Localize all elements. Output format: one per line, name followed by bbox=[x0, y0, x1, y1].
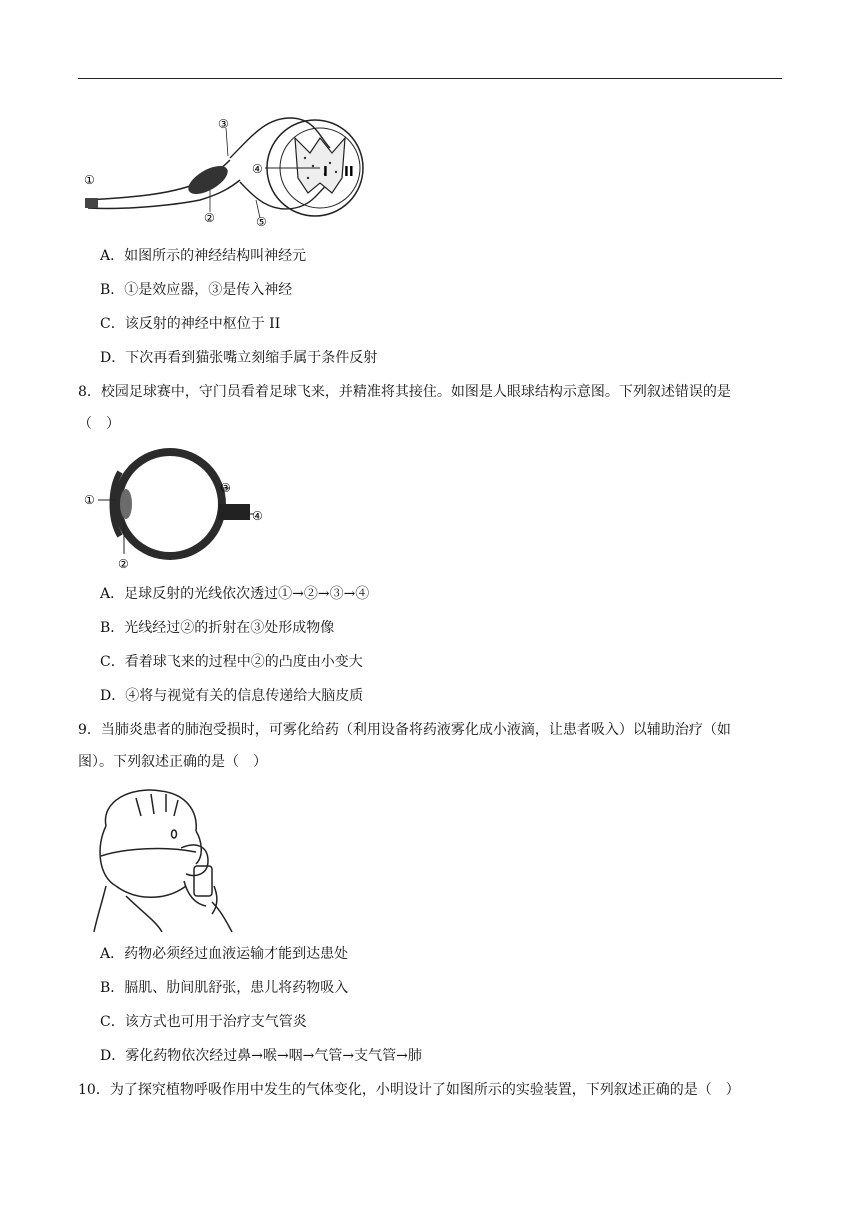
fig7-label-3: ③ bbox=[218, 117, 229, 131]
q9-option-a: A．药物必须经过血液运输才能到达患处 bbox=[100, 946, 349, 962]
fig7-label-2: ② bbox=[204, 211, 215, 225]
q10-stem-line1: 10．为了探究植物呼吸作用中发生的气体变化，小明设计了如图所示的实验装置，下列叙述正确的是（ ） bbox=[78, 1082, 740, 1098]
q7-option-d: D．下次再看到猫张嘴立刻缩手属于条件反射 bbox=[100, 350, 378, 366]
fig8-label-1: ① bbox=[84, 493, 95, 507]
header-rule bbox=[78, 78, 782, 79]
q8-stem-line1: 8．校园足球赛中，守门员看着足球飞来，并精准将其接住。如图是人眼球结构示意图。下列叙述错误的是 bbox=[78, 384, 731, 400]
nebulizer-child-figure bbox=[86, 786, 236, 934]
q8-option-d: D．④将与视觉有关的信息传递给大脑皮质 bbox=[100, 688, 364, 704]
q9-option-c: C．该方式也可用于治疗支气管炎 bbox=[100, 1014, 307, 1030]
fig8-label-4: ④ bbox=[252, 509, 263, 523]
fig7-label-II: II bbox=[344, 165, 354, 180]
eyeball-figure bbox=[80, 444, 280, 574]
fig7-label-4: ④ bbox=[252, 162, 263, 176]
q8-stem-line2: （ ） bbox=[78, 416, 120, 432]
q9-stem-line2: 图）。下列叙述正确的是（ ） bbox=[78, 754, 267, 770]
q9-stem-line1: 9．当肺炎患者的肺泡受损时，可雾化给药（利用设备将药液雾化成小液滴，让患者吸入）以辅助治疗（如 bbox=[78, 722, 731, 738]
q7-option-a: A．如图所示的神经结构叫神经元 bbox=[100, 248, 307, 264]
reflex-arc-figure bbox=[80, 108, 370, 228]
q8-option-b: B．光线经过②的折射在③处形成物像 bbox=[100, 620, 335, 636]
fig7-label-I: I bbox=[323, 165, 328, 180]
q7-option-b: B．①是效应器，③是传入神经 bbox=[100, 282, 293, 298]
fig8-label-2: ② bbox=[118, 557, 129, 571]
q9-option-b: B．膈肌、肋间肌舒张，患儿将药物吸入 bbox=[100, 980, 349, 996]
q7-option-c: C．该反射的神经中枢位于 II bbox=[100, 316, 281, 332]
q8-option-c: C．看着球飞来的过程中②的凸度由小变大 bbox=[100, 654, 363, 670]
fig8-label-3: ③ bbox=[220, 481, 231, 495]
fig7-label-5: ⑤ bbox=[256, 215, 267, 228]
q8-option-a: A．足球反射的光线依次透过①→②→③→④ bbox=[100, 586, 370, 602]
fig7-label-1: ① bbox=[84, 173, 95, 187]
q9-option-d: D．雾化药物依次经过鼻→喉→咽→气管→支气管→肺 bbox=[100, 1048, 422, 1064]
